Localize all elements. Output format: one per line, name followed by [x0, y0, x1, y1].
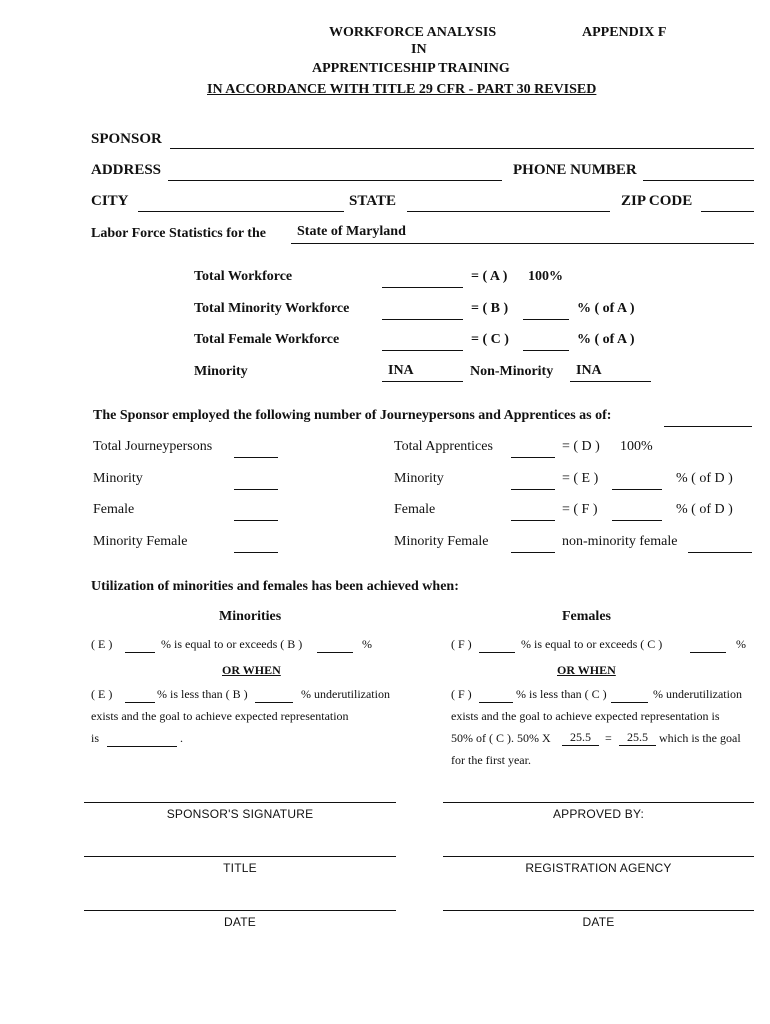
fem-value2-field[interactable]: 25.5 — [619, 730, 656, 746]
minority-apprentices-eq: = ( E ) — [562, 471, 599, 486]
fem-underutilization: % underutilization — [653, 687, 742, 701]
non-minority-female-label: non-minority female — [562, 534, 678, 549]
minority-journeypersons-label: Minority — [93, 471, 143, 486]
non-minority-female-field[interactable] — [688, 552, 752, 553]
total-apprentices-label: Total Apprentices — [394, 439, 493, 454]
min-pct: % — [362, 637, 372, 651]
min-goal-field[interactable] — [107, 746, 177, 747]
total-apprentices-pct: 100% — [620, 439, 653, 454]
date-label-right: DATE — [582, 915, 615, 929]
state-field[interactable] — [407, 211, 610, 212]
labor-force-label: Labor Force Statistics for the — [91, 226, 266, 241]
fem-less-text: % is less than ( C ) — [516, 687, 607, 701]
phone-label: PHONE NUMBER — [513, 162, 637, 178]
appendix-label: APPENDIX F — [582, 25, 667, 40]
employment-heading: The Sponsor employed the following number of Journeypersons and Apprentices as of: — [93, 408, 612, 423]
min-period: . — [180, 731, 183, 745]
non-minority-label: Non-Minority — [470, 364, 554, 379]
total-female-eq: = ( C ) — [471, 332, 509, 347]
minority-journeypersons-field[interactable] — [234, 489, 278, 490]
utilization-heading: Utilization of minorities and females has been achieved when: — [91, 579, 459, 594]
title-label: TITLE — [223, 861, 257, 875]
fem-f-label-2: ( F ) — [451, 687, 472, 701]
registration-agency-line[interactable] — [443, 856, 754, 857]
total-minority-pct-field[interactable] — [523, 319, 569, 320]
sponsor-field[interactable] — [170, 148, 754, 149]
minority-apprentices-field[interactable] — [511, 489, 555, 490]
fem-c-field[interactable] — [690, 652, 726, 653]
phone-field[interactable] — [643, 180, 754, 181]
fem-f-label: ( F ) — [451, 637, 472, 651]
minority-female-apprentices-label: Minority Female — [394, 534, 489, 549]
minority-label: Minority — [194, 364, 248, 379]
labor-force-field[interactable]: State of Maryland — [291, 224, 754, 244]
total-workforce-eq: = ( A ) — [471, 269, 508, 284]
minority-apprentices-of: % ( of D ) — [676, 471, 733, 486]
total-female-field[interactable] — [382, 350, 463, 351]
state-label: STATE — [349, 193, 396, 209]
min-b-field[interactable] — [317, 652, 353, 653]
total-minority-pct: % ( of A ) — [577, 301, 635, 316]
date-label-left: DATE — [224, 915, 256, 929]
sponsor-label: SPONSOR — [91, 131, 162, 147]
fem-formula-text: 50% of ( C ). 50% X — [451, 731, 551, 745]
female-apprentices-of: % ( of D ) — [676, 502, 733, 517]
fem-equal-text: % is equal to or exceeds ( C ) — [521, 637, 663, 651]
fem-value1-field[interactable]: 25.5 — [562, 730, 599, 746]
total-journeypersons-label: Total Journeypersons — [93, 439, 213, 454]
minority-apprentices-pct-field[interactable] — [612, 489, 662, 490]
zip-field[interactable] — [701, 211, 754, 212]
city-label: CITY — [91, 193, 129, 209]
female-apprentices-field[interactable] — [511, 520, 555, 521]
fem-first-year-text: for the first year. — [451, 753, 531, 767]
female-apprentices-label: Female — [394, 502, 436, 517]
minority-apprentices-label: Minority — [394, 471, 444, 486]
sponsor-signature-line[interactable] — [84, 802, 396, 803]
min-less-text: % is less than ( B ) — [157, 687, 248, 701]
total-female-label: Total Female Workforce — [194, 332, 340, 347]
sponsor-signature-label: SPONSOR'S SIGNATURE — [166, 807, 314, 821]
zip-label: ZIP CODE — [621, 193, 693, 209]
form-subtitle: APPRENTICESHIP TRAINING — [312, 61, 510, 76]
fem-f-field-2[interactable] — [479, 702, 513, 703]
min-b-field-2[interactable] — [255, 702, 293, 703]
total-female-pct-field[interactable] — [523, 350, 569, 351]
total-journeypersons-field[interactable] — [234, 457, 278, 458]
minority-field[interactable]: INA — [382, 363, 463, 382]
form-title-in: IN — [411, 42, 427, 57]
female-journeypersons-field[interactable] — [234, 520, 278, 521]
as-of-date-field[interactable] — [664, 426, 752, 427]
city-field[interactable] — [138, 211, 344, 212]
total-minority-field[interactable] — [382, 319, 463, 320]
total-workforce-field[interactable] — [382, 287, 463, 288]
min-e-label: ( E ) — [91, 637, 113, 651]
min-e-label-2: ( E ) — [91, 687, 113, 701]
date-line-right[interactable] — [443, 910, 754, 911]
fem-pct: % — [736, 637, 746, 651]
fem-exists-text: exists and the goal to achieve expected representation is — [451, 709, 720, 723]
min-e-field-2[interactable] — [125, 702, 155, 703]
min-e-field[interactable] — [125, 652, 155, 653]
female-journeypersons-label: Female — [93, 502, 135, 517]
minority-female-apprentices-field[interactable] — [511, 552, 555, 553]
female-apprentices-eq: = ( F ) — [562, 502, 598, 517]
total-workforce-label: Total Workforce — [194, 269, 293, 284]
fem-equals: = — [605, 731, 612, 745]
address-label: ADDRESS — [91, 162, 162, 178]
minority-female-journeypersons-field[interactable] — [234, 552, 278, 553]
fem-f-field[interactable] — [479, 652, 515, 653]
title-line[interactable] — [84, 856, 396, 857]
females-heading: Females — [562, 609, 611, 624]
min-underutilization: % underutilization — [301, 687, 390, 701]
min-is-text: is — [91, 731, 100, 745]
min-equal-text: % is equal to or exceeds ( B ) — [161, 637, 303, 651]
female-apprentices-pct-field[interactable] — [612, 520, 662, 521]
fem-goal-text: which is the goal — [659, 731, 741, 745]
min-exists-text: exists and the goal to achieve expected representation — [91, 709, 349, 723]
total-workforce-pct: 100% — [528, 269, 563, 284]
minorities-heading: Minorities — [219, 609, 282, 624]
total-minority-eq: = ( B ) — [471, 301, 509, 316]
date-line-left[interactable] — [84, 910, 396, 911]
approved-by-line[interactable] — [443, 802, 754, 803]
form-title: WORKFORCE ANALYSIS — [329, 25, 497, 40]
minority-female-journeypersons-label: Minority Female — [93, 534, 188, 549]
non-minority-field[interactable]: INA — [570, 363, 651, 382]
fem-c-field-2[interactable] — [611, 702, 648, 703]
address-field[interactable] — [168, 180, 502, 181]
total-female-pct: % ( of A ) — [577, 332, 635, 347]
min-or-when: OR WHEN — [222, 663, 281, 677]
approved-by-label: APPROVED BY: — [552, 807, 645, 821]
registration-agency-label: REGISTRATION AGENCY — [525, 861, 672, 875]
total-minority-label: Total Minority Workforce — [194, 301, 350, 316]
fem-or-when: OR WHEN — [557, 663, 616, 677]
total-apprentices-field[interactable] — [511, 457, 555, 458]
total-apprentices-eq: = ( D ) — [562, 439, 600, 454]
form-regulation: IN ACCORDANCE WITH TITLE 29 CFR - PART 30 REVISED — [207, 82, 597, 97]
